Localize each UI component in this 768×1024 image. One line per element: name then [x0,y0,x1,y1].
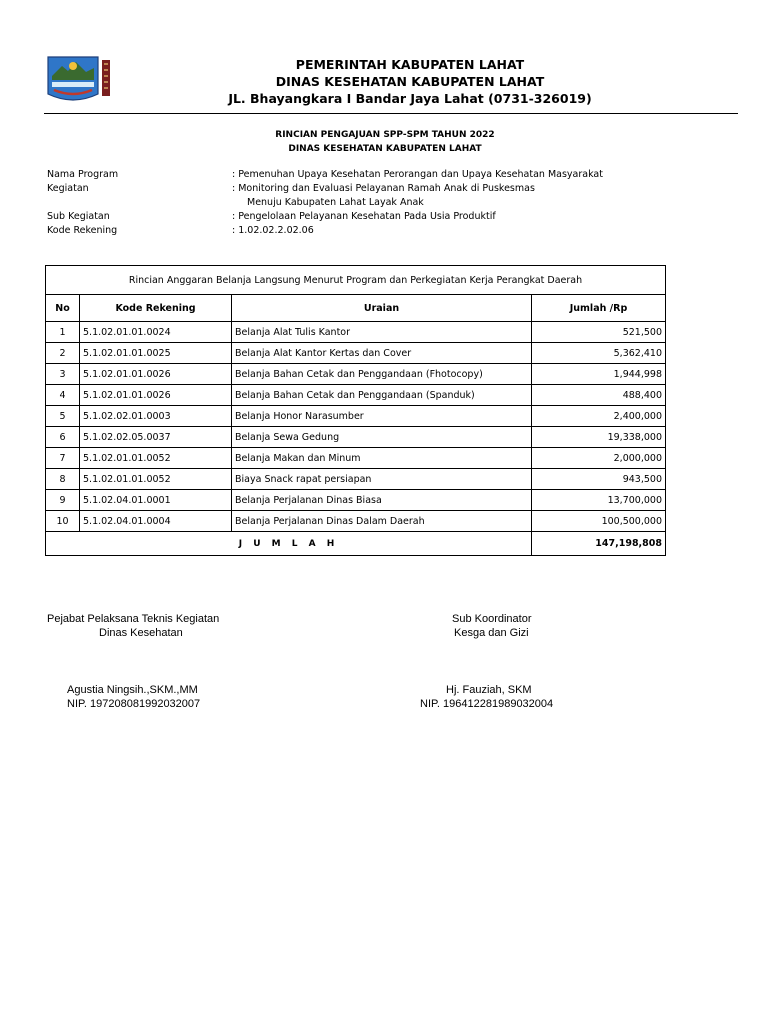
letterhead-address: JL. Bhayangkara I Bandar Jaya Lahat (0731-326019) [228,91,592,106]
row-no: 5 [46,406,80,427]
row-no: 7 [46,448,80,469]
row-uraian: Belanja Bahan Cetak dan Penggandaan (Fhotocopy) [232,364,532,385]
table-row [46,322,666,343]
row-kode: 5.1.02.01.01.0052 [80,448,232,469]
row-uraian: Belanja Perjalanan Dinas Dalam Daerah [232,511,532,532]
row-kode: 5.1.02.04.01.0001 [80,490,232,511]
kegiatan-value-continued: Menuju Kabupaten Lahat Layak Anak [247,197,424,208]
table-row [46,427,666,448]
program-label: Nama Program [47,169,119,180]
row-jumlah: 100,500,000 [532,511,666,532]
row-jumlah: 521,500 [532,322,666,343]
signature-right-title-2: Kesga dan Gizi [454,627,529,639]
signature-right-name: Hj. Fauziah, SKM [446,684,532,696]
kode-rekening-value: : 1.02.02.2.02.06 [232,225,314,236]
row-kode: 5.1.02.04.01.0004 [80,511,232,532]
row-uraian: Belanja Makan dan Minum [232,448,532,469]
signature-left [47,612,247,711]
row-kode: 5.1.02.01.01.0026 [80,385,232,406]
table-row [46,490,666,511]
header-no: No [46,295,80,322]
kegiatan-label: Kegiatan [47,183,89,194]
row-no: 8 [46,469,80,490]
sub-kegiatan-value: : Pengelolaan Pelayanan Kesehatan Pada Usia Produktif [232,211,496,222]
row-jumlah: 5,362,410 [532,343,666,364]
table-row [46,406,666,427]
row-jumlah: 488,400 [532,385,666,406]
header-uraian: Uraian [232,295,532,322]
row-uraian: Belanja Alat Kantor Kertas dan Cover [232,343,532,364]
row-uraian: Belanja Sewa Gedung [232,427,532,448]
row-kode: 5.1.02.02.01.0003 [80,406,232,427]
table-caption: Rincian Anggaran Belanja Langsung Menurut Program dan Perkegiatan Kerja Perangkat Daerah [46,266,666,295]
row-uraian: Belanja Alat Tulis Kantor [232,322,532,343]
signature-left-title-1: Pejabat Pelaksana Teknis Kegiatan [47,613,220,625]
row-uraian: Belanja Bahan Cetak dan Penggandaan (Spanduk) [232,385,532,406]
row-no: 1 [46,322,80,343]
signature-left-nip: NIP. 197208081992032007 [67,698,201,710]
row-kode: 5.1.02.01.01.0024 [80,322,232,343]
table-row [46,448,666,469]
budget-table [45,265,666,556]
row-no: 9 [46,490,80,511]
header-jumlah: Jumlah /Rp [532,295,666,322]
signature-right-nip: NIP. 196412281989032004 [420,698,554,710]
row-no: 4 [46,385,80,406]
program-value: : Pemenuhan Upaya Kesehatan Perorangan dan Upaya Kesehatan Masyarakat [232,169,603,180]
kode-rekening-label: Kode Rekening [47,225,118,236]
letterhead [200,56,620,107]
sub-kegiatan-label: Sub Kegiatan [47,211,110,222]
row-no: 10 [46,511,80,532]
row-jumlah: 943,500 [532,469,666,490]
document-title-line-2: DINAS KESEHATAN KABUPATEN LAHAT [288,144,482,154]
row-jumlah: 13,700,000 [532,490,666,511]
letterhead-line-1: PEMERINTAH KABUPATEN LAHAT [295,57,525,72]
total-row [46,532,666,556]
header-kode-rekening: Kode Rekening [80,295,232,322]
row-jumlah: 2,400,000 [532,406,666,427]
total-label: J U M L A H [46,532,532,556]
row-kode: 5.1.02.02.05.0037 [80,427,232,448]
table-row [46,364,666,385]
row-uraian: Belanja Honor Narasumber [232,406,532,427]
program-info [47,169,687,239]
row-uraian: Belanja Perjalanan Dinas Biasa [232,490,532,511]
signature-left-title-2: Dinas Kesehatan [99,627,183,639]
signature-right-title-1: Sub Koordinator [452,613,532,625]
table-row [46,511,666,532]
row-kode: 5.1.02.01.01.0052 [80,469,232,490]
document-title [170,128,600,156]
row-uraian: Biaya Snack rapat persiapan [232,469,532,490]
row-no: 2 [46,343,80,364]
row-jumlah: 1,944,998 [532,364,666,385]
signature-right [420,612,600,711]
signature-left-name: Agustia Ningsih.,SKM.,MM [67,684,198,696]
kegiatan-value: : Monitoring dan Evaluasi Pelayanan Ramah Anak di Puskesmas [232,183,535,194]
row-jumlah: 2,000,000 [532,448,666,469]
table-row [46,343,666,364]
row-jumlah: 19,338,000 [532,427,666,448]
kabupaten-lahat-crest-icon [44,54,116,104]
letterhead-divider [44,113,738,114]
row-no: 6 [46,427,80,448]
total-value: 147,198,808 [532,532,666,556]
table-row [46,469,666,490]
row-kode: 5.1.02.01.01.0026 [80,364,232,385]
document-title-line-1: RINCIAN PENGAJUAN SPP-SPM TAHUN 2022 [275,130,495,140]
table-row [46,385,666,406]
letterhead-line-2: DINAS KESEHATAN KABUPATEN LAHAT [275,74,545,89]
row-kode: 5.1.02.01.01.0025 [80,343,232,364]
row-no: 3 [46,364,80,385]
